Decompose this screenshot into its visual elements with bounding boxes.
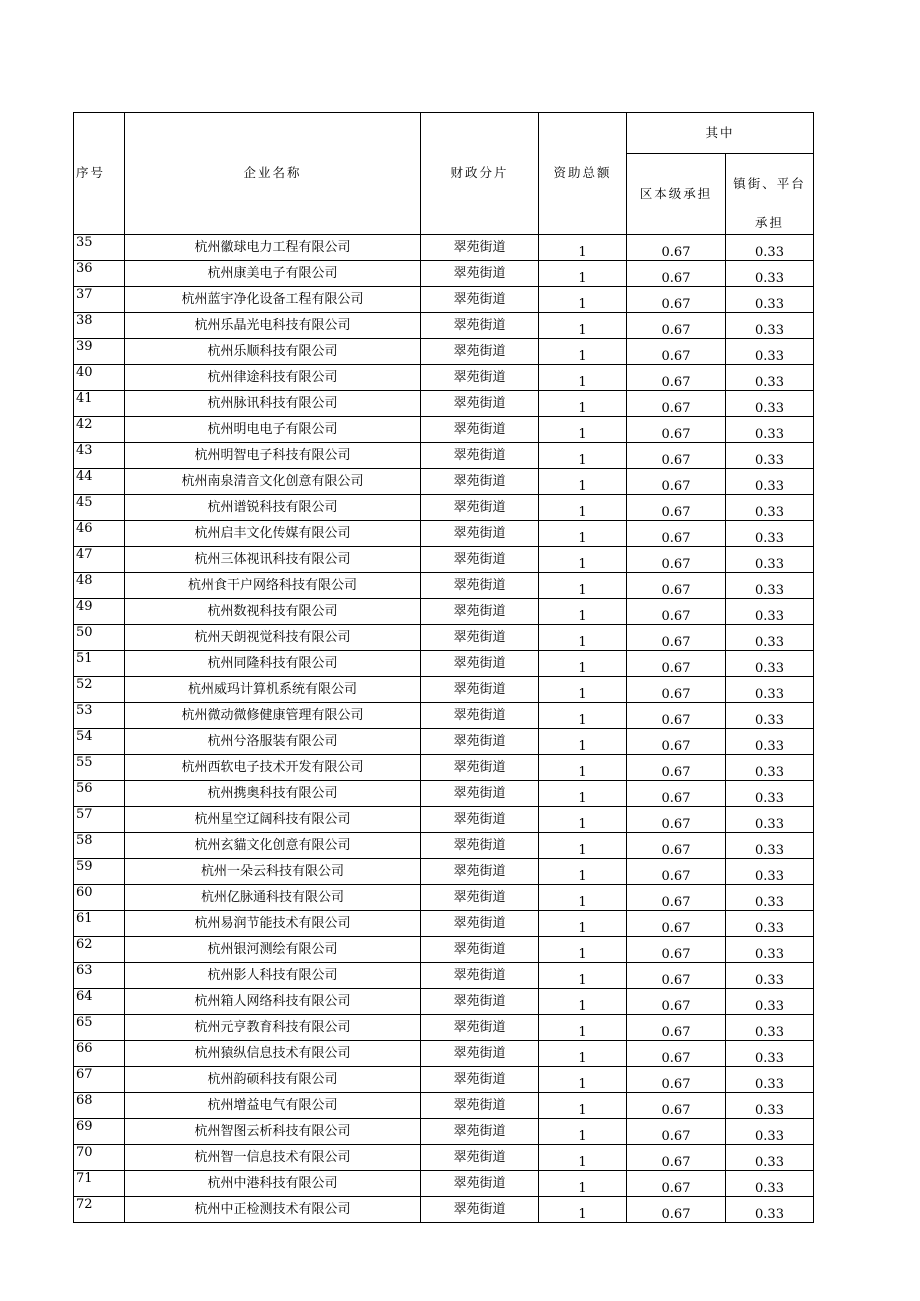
row-finance-district: 翠苑街道: [421, 261, 539, 287]
row-finance-district: 翠苑街道: [421, 807, 539, 833]
row-district-share: 0.67: [627, 703, 726, 729]
row-seq: 71: [74, 1171, 125, 1197]
table-row: [74, 573, 814, 599]
table-row: [74, 885, 814, 911]
row-seq: 38: [74, 313, 125, 339]
row-town-share: 0.33: [726, 313, 814, 339]
row-finance-district: 翠苑街道: [421, 235, 539, 261]
row-town-share: 0.33: [726, 365, 814, 391]
table-row: [74, 1041, 814, 1067]
row-town-share: 0.33: [726, 547, 814, 573]
subsidy-table-sheet: [73, 112, 813, 1223]
row-total-subsidy: 1: [539, 989, 627, 1015]
row-district-share: 0.67: [627, 365, 726, 391]
row-seq: 70: [74, 1145, 125, 1171]
row-company-name: 杭州食干户网络科技有限公司: [125, 573, 421, 599]
row-total-subsidy: 1: [539, 339, 627, 365]
row-town-share: 0.33: [726, 1171, 814, 1197]
row-seq: 65: [74, 1015, 125, 1041]
row-finance-district: 翠苑街道: [421, 677, 539, 703]
row-seq: 36: [74, 261, 125, 287]
row-company-name: 杭州中港科技有限公司: [125, 1171, 421, 1197]
table-row: [74, 625, 814, 651]
row-finance-district: 翠苑街道: [421, 287, 539, 313]
row-district-share: 0.67: [627, 547, 726, 573]
table-row: [74, 365, 814, 391]
row-town-share: 0.33: [726, 521, 814, 547]
row-seq: 47: [74, 547, 125, 573]
row-finance-district: 翠苑街道: [421, 781, 539, 807]
row-district-share: 0.67: [627, 1171, 726, 1197]
row-company-name: 杭州数视科技有限公司: [125, 599, 421, 625]
table-row: [74, 287, 814, 313]
table-row: [74, 729, 814, 755]
row-company-name: 杭州亿脉通科技有限公司: [125, 885, 421, 911]
row-district-share: 0.67: [627, 833, 726, 859]
row-company-name: 杭州影人科技有限公司: [125, 963, 421, 989]
row-district-share: 0.67: [627, 313, 726, 339]
row-total-subsidy: 1: [539, 651, 627, 677]
row-company-name: 杭州兮洛服装有限公司: [125, 729, 421, 755]
row-town-share: 0.33: [726, 1093, 814, 1119]
table-row: [74, 1093, 814, 1119]
row-town-share: 0.33: [726, 859, 814, 885]
row-total-subsidy: 1: [539, 287, 627, 313]
row-finance-district: 翠苑街道: [421, 443, 539, 469]
row-seq: 59: [74, 859, 125, 885]
row-company-name: 杭州蓝宇净化设备工程有限公司: [125, 287, 421, 313]
row-company-name: 杭州元亨教育科技有限公司: [125, 1015, 421, 1041]
row-seq: 62: [74, 937, 125, 963]
row-finance-district: 翠苑街道: [421, 547, 539, 573]
row-company-name: 杭州韵硕科技有限公司: [125, 1067, 421, 1093]
row-seq: 57: [74, 807, 125, 833]
row-seq: 60: [74, 885, 125, 911]
row-town-share: 0.33: [726, 703, 814, 729]
row-town-share: 0.33: [726, 755, 814, 781]
header-town-share: [726, 154, 814, 235]
row-company-name: 杭州乐顺科技有限公司: [125, 339, 421, 365]
row-total-subsidy: 1: [539, 1093, 627, 1119]
row-district-share: 0.67: [627, 599, 726, 625]
row-district-share: 0.67: [627, 1067, 726, 1093]
row-company-name: 杭州南泉清音文化创意有限公司: [125, 469, 421, 495]
table-row: [74, 963, 814, 989]
row-total-subsidy: 1: [539, 1197, 627, 1223]
row-town-share: 0.33: [726, 495, 814, 521]
row-town-share: 0.33: [726, 1067, 814, 1093]
row-seq: 51: [74, 651, 125, 677]
row-finance-district: 翠苑街道: [421, 573, 539, 599]
row-finance-district: 翠苑街道: [421, 833, 539, 859]
row-seq: 63: [74, 963, 125, 989]
table-row: [74, 1197, 814, 1223]
table-header: [74, 113, 814, 235]
row-company-name: 杭州三体视讯科技有限公司: [125, 547, 421, 573]
row-district-share: 0.67: [627, 1119, 726, 1145]
table-row: [74, 911, 814, 937]
table-row: [74, 1145, 814, 1171]
row-district-share: 0.67: [627, 1015, 726, 1041]
row-seq: 48: [74, 573, 125, 599]
header-finance-district: 财政分片: [421, 113, 539, 235]
row-company-name: 杭州谱锐科技有限公司: [125, 495, 421, 521]
subsidy-table: [73, 112, 814, 1223]
row-company-name: 杭州脉讯科技有限公司: [125, 391, 421, 417]
row-finance-district: 翠苑街道: [421, 625, 539, 651]
row-finance-district: 翠苑街道: [421, 885, 539, 911]
row-town-share: 0.33: [726, 651, 814, 677]
row-seq: 39: [74, 339, 125, 365]
row-town-share: 0.33: [726, 781, 814, 807]
row-district-share: 0.67: [627, 495, 726, 521]
row-district-share: 0.67: [627, 261, 726, 287]
row-district-share: 0.67: [627, 469, 726, 495]
row-company-name: 杭州天朗视觉科技有限公司: [125, 625, 421, 651]
row-finance-district: 翠苑街道: [421, 989, 539, 1015]
row-total-subsidy: 1: [539, 391, 627, 417]
row-town-share: 0.33: [726, 339, 814, 365]
table-row: [74, 1171, 814, 1197]
row-company-name: 杭州微动微修健康管理有限公司: [125, 703, 421, 729]
row-company-name: 杭州同隆科技有限公司: [125, 651, 421, 677]
row-finance-district: 翠苑街道: [421, 495, 539, 521]
row-district-share: 0.67: [627, 963, 726, 989]
row-district-share: 0.67: [627, 989, 726, 1015]
row-finance-district: 翠苑街道: [421, 1197, 539, 1223]
row-total-subsidy: 1: [539, 833, 627, 859]
row-finance-district: 翠苑街道: [421, 1015, 539, 1041]
row-company-name: 杭州银河测绘有限公司: [125, 937, 421, 963]
row-seq: 50: [74, 625, 125, 651]
table-row: [74, 521, 814, 547]
table-row: [74, 495, 814, 521]
row-total-subsidy: 1: [539, 417, 627, 443]
header-town-share-line2: 承担: [755, 214, 785, 230]
header-seq: 序号: [74, 113, 125, 235]
row-district-share: 0.67: [627, 1145, 726, 1171]
row-total-subsidy: 1: [539, 1119, 627, 1145]
table-row: [74, 547, 814, 573]
row-total-subsidy: 1: [539, 469, 627, 495]
row-total-subsidy: 1: [539, 781, 627, 807]
table-row: [74, 1119, 814, 1145]
row-total-subsidy: 1: [539, 235, 627, 261]
table-row: [74, 755, 814, 781]
table-row: [74, 339, 814, 365]
row-finance-district: 翠苑街道: [421, 1093, 539, 1119]
row-town-share: 0.33: [726, 1145, 814, 1171]
row-district-share: 0.67: [627, 859, 726, 885]
row-district-share: 0.67: [627, 755, 726, 781]
row-company-name: 杭州增益电气有限公司: [125, 1093, 421, 1119]
row-total-subsidy: 1: [539, 1067, 627, 1093]
row-finance-district: 翠苑街道: [421, 911, 539, 937]
row-company-name: 杭州威玛计算机系统有限公司: [125, 677, 421, 703]
header-town-share-line1: 镇街、平台: [733, 176, 806, 191]
row-district-share: 0.67: [627, 235, 726, 261]
row-district-share: 0.67: [627, 677, 726, 703]
row-total-subsidy: 1: [539, 573, 627, 599]
row-seq: 46: [74, 521, 125, 547]
row-finance-district: 翠苑街道: [421, 729, 539, 755]
table-row: [74, 443, 814, 469]
table-row: [74, 937, 814, 963]
row-company-name: 杭州星空辽阔科技有限公司: [125, 807, 421, 833]
row-finance-district: 翠苑街道: [421, 937, 539, 963]
row-finance-district: 翠苑街道: [421, 365, 539, 391]
row-seq: 42: [74, 417, 125, 443]
row-district-share: 0.67: [627, 1197, 726, 1223]
row-finance-district: 翠苑街道: [421, 651, 539, 677]
row-district-share: 0.67: [627, 1041, 726, 1067]
table-row: [74, 599, 814, 625]
row-seq: 52: [74, 677, 125, 703]
row-town-share: 0.33: [726, 1119, 814, 1145]
row-company-name: 杭州康美电子有限公司: [125, 261, 421, 287]
row-company-name: 杭州猿纵信息技术有限公司: [125, 1041, 421, 1067]
row-seq: 72: [74, 1197, 125, 1223]
row-town-share: 0.33: [726, 807, 814, 833]
row-town-share: 0.33: [726, 1041, 814, 1067]
row-company-name: 杭州智一信息技术有限公司: [125, 1145, 421, 1171]
table-row: [74, 417, 814, 443]
row-seq: 55: [74, 755, 125, 781]
row-town-share: 0.33: [726, 417, 814, 443]
row-finance-district: 翠苑街道: [421, 339, 539, 365]
table-row: [74, 235, 814, 261]
row-seq: 49: [74, 599, 125, 625]
row-town-share: 0.33: [726, 391, 814, 417]
row-company-name: 杭州玄貓文化创意有限公司: [125, 833, 421, 859]
table-row: [74, 469, 814, 495]
row-finance-district: 翠苑街道: [421, 1171, 539, 1197]
row-seq: 54: [74, 729, 125, 755]
row-finance-district: 翠苑街道: [421, 755, 539, 781]
row-seq: 41: [74, 391, 125, 417]
table-row: [74, 651, 814, 677]
row-town-share: 0.33: [726, 599, 814, 625]
row-company-name: 杭州明智电子科技有限公司: [125, 443, 421, 469]
row-district-share: 0.67: [627, 625, 726, 651]
row-total-subsidy: 1: [539, 625, 627, 651]
row-seq: 44: [74, 469, 125, 495]
row-district-share: 0.67: [627, 287, 726, 313]
row-total-subsidy: 1: [539, 547, 627, 573]
row-seq: 66: [74, 1041, 125, 1067]
row-seq: 61: [74, 911, 125, 937]
header-company-name: 企业名称: [125, 113, 421, 235]
table-row: [74, 261, 814, 287]
row-company-name: 杭州乐晶光电科技有限公司: [125, 313, 421, 339]
table-row: [74, 1067, 814, 1093]
row-town-share: 0.33: [726, 573, 814, 599]
row-seq: 67: [74, 1067, 125, 1093]
table-row: [74, 807, 814, 833]
row-district-share: 0.67: [627, 443, 726, 469]
row-finance-district: 翠苑街道: [421, 859, 539, 885]
row-town-share: 0.33: [726, 937, 814, 963]
row-district-share: 0.67: [627, 1093, 726, 1119]
row-total-subsidy: 1: [539, 599, 627, 625]
row-district-share: 0.67: [627, 339, 726, 365]
row-seq: 58: [74, 833, 125, 859]
row-district-share: 0.67: [627, 573, 726, 599]
row-seq: 43: [74, 443, 125, 469]
row-district-share: 0.67: [627, 911, 726, 937]
row-company-name: 杭州徽球电力工程有限公司: [125, 235, 421, 261]
row-seq: 68: [74, 1093, 125, 1119]
table-row: [74, 781, 814, 807]
row-finance-district: 翠苑街道: [421, 1119, 539, 1145]
table-row: [74, 677, 814, 703]
header-of-which: 其中: [627, 113, 814, 154]
table-row: [74, 989, 814, 1015]
row-total-subsidy: 1: [539, 937, 627, 963]
row-town-share: 0.33: [726, 625, 814, 651]
row-finance-district: 翠苑街道: [421, 417, 539, 443]
row-district-share: 0.67: [627, 781, 726, 807]
row-district-share: 0.67: [627, 885, 726, 911]
table-row: [74, 703, 814, 729]
row-seq: 56: [74, 781, 125, 807]
row-total-subsidy: 1: [539, 755, 627, 781]
row-total-subsidy: 1: [539, 677, 627, 703]
row-total-subsidy: 1: [539, 365, 627, 391]
row-seq: 64: [74, 989, 125, 1015]
row-total-subsidy: 1: [539, 885, 627, 911]
row-town-share: 0.33: [726, 443, 814, 469]
row-district-share: 0.67: [627, 417, 726, 443]
row-finance-district: 翠苑街道: [421, 521, 539, 547]
row-total-subsidy: 1: [539, 443, 627, 469]
row-seq: 69: [74, 1119, 125, 1145]
row-total-subsidy: 1: [539, 261, 627, 287]
header-district-share: 区本级承担: [627, 154, 726, 235]
row-total-subsidy: 1: [539, 1015, 627, 1041]
table-row: [74, 833, 814, 859]
row-total-subsidy: 1: [539, 963, 627, 989]
row-district-share: 0.67: [627, 391, 726, 417]
row-town-share: 0.33: [726, 1197, 814, 1223]
row-town-share: 0.33: [726, 1015, 814, 1041]
row-company-name: 杭州律途科技有限公司: [125, 365, 421, 391]
row-finance-district: 翠苑街道: [421, 1067, 539, 1093]
row-town-share: 0.33: [726, 833, 814, 859]
row-finance-district: 翠苑街道: [421, 599, 539, 625]
row-company-name: 杭州易润节能技术有限公司: [125, 911, 421, 937]
table-body: [74, 235, 814, 1223]
row-company-name: 杭州箱人网络科技有限公司: [125, 989, 421, 1015]
row-company-name: 杭州一朵云科技有限公司: [125, 859, 421, 885]
row-total-subsidy: 1: [539, 859, 627, 885]
row-company-name: 杭州明电电子有限公司: [125, 417, 421, 443]
row-company-name: 杭州智图云析科技有限公司: [125, 1119, 421, 1145]
row-seq: 53: [74, 703, 125, 729]
row-town-share: 0.33: [726, 287, 814, 313]
row-town-share: 0.33: [726, 911, 814, 937]
row-total-subsidy: 1: [539, 729, 627, 755]
row-district-share: 0.67: [627, 937, 726, 963]
row-district-share: 0.67: [627, 807, 726, 833]
row-town-share: 0.33: [726, 677, 814, 703]
row-total-subsidy: 1: [539, 1041, 627, 1067]
row-seq: 35: [74, 235, 125, 261]
row-company-name: 杭州携奥科技有限公司: [125, 781, 421, 807]
row-total-subsidy: 1: [539, 521, 627, 547]
table-row: [74, 313, 814, 339]
row-company-name: 杭州启丰文化传媒有限公司: [125, 521, 421, 547]
row-seq: 37: [74, 287, 125, 313]
row-finance-district: 翠苑街道: [421, 1145, 539, 1171]
row-town-share: 0.33: [726, 885, 814, 911]
row-finance-district: 翠苑街道: [421, 391, 539, 417]
row-town-share: 0.33: [726, 989, 814, 1015]
header-total-subsidy: 资助总额: [539, 113, 627, 235]
row-finance-district: 翠苑街道: [421, 469, 539, 495]
table-row: [74, 859, 814, 885]
table-row: [74, 1015, 814, 1041]
row-town-share: 0.33: [726, 469, 814, 495]
row-finance-district: 翠苑街道: [421, 963, 539, 989]
row-district-share: 0.67: [627, 729, 726, 755]
row-seq: 40: [74, 365, 125, 391]
table-row: [74, 391, 814, 417]
row-town-share: 0.33: [726, 261, 814, 287]
row-seq: 45: [74, 495, 125, 521]
row-total-subsidy: 1: [539, 1171, 627, 1197]
row-finance-district: 翠苑街道: [421, 313, 539, 339]
row-district-share: 0.67: [627, 521, 726, 547]
row-company-name: 杭州中正检测技术有限公司: [125, 1197, 421, 1223]
row-town-share: 0.33: [726, 235, 814, 261]
row-total-subsidy: 1: [539, 703, 627, 729]
row-district-share: 0.67: [627, 651, 726, 677]
row-town-share: 0.33: [726, 729, 814, 755]
row-total-subsidy: 1: [539, 1145, 627, 1171]
row-company-name: 杭州西软电子技术开发有限公司: [125, 755, 421, 781]
row-finance-district: 翠苑街道: [421, 703, 539, 729]
row-total-subsidy: 1: [539, 911, 627, 937]
row-town-share: 0.33: [726, 963, 814, 989]
row-finance-district: 翠苑街道: [421, 1041, 539, 1067]
row-total-subsidy: 1: [539, 807, 627, 833]
row-total-subsidy: 1: [539, 495, 627, 521]
row-total-subsidy: 1: [539, 313, 627, 339]
